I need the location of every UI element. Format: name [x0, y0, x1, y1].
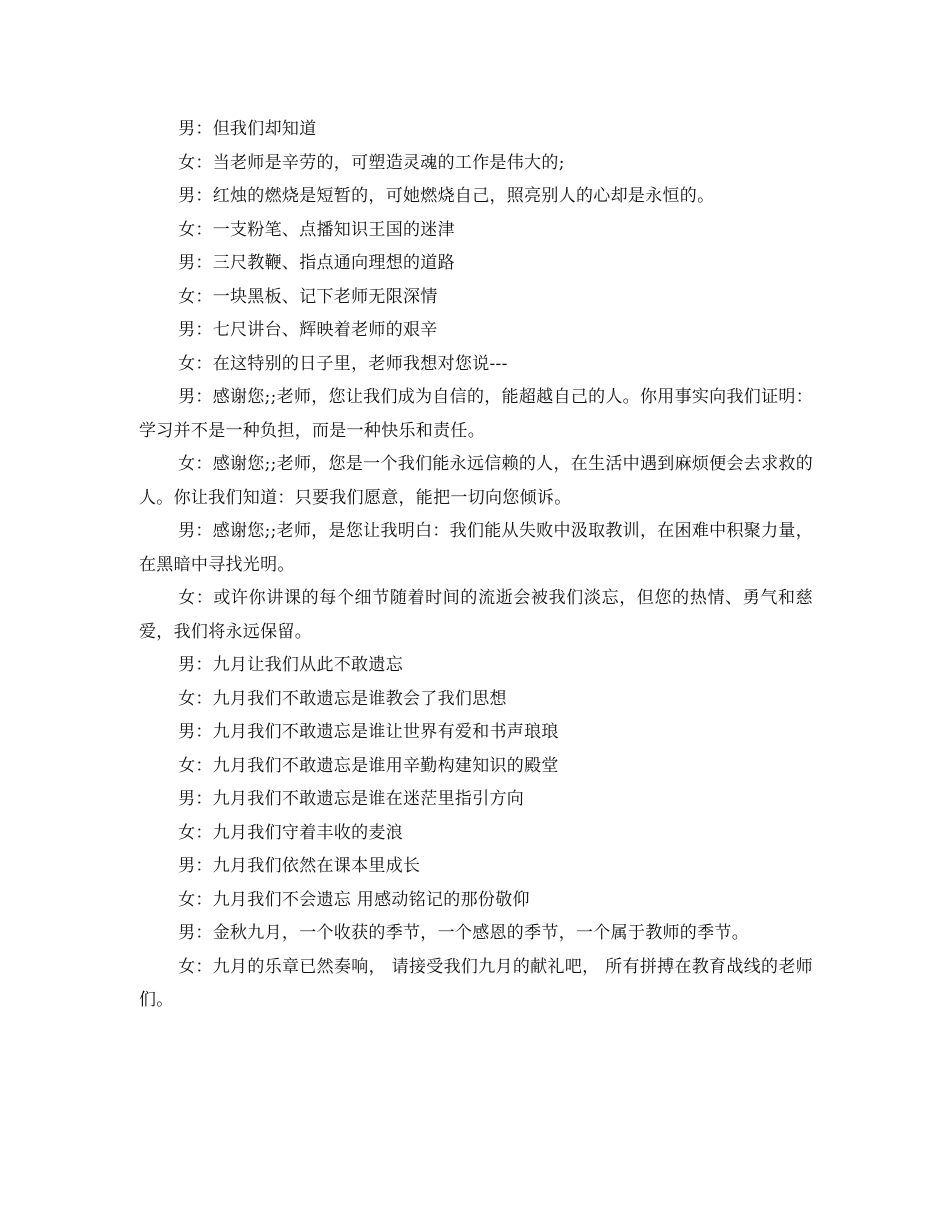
dialogue-line: 女：九月我们不敢遗忘是谁用辛勤构建知识的殿堂	[178, 755, 559, 776]
dialogue-line: 男：三尺教鞭、指点通向理想的道路	[178, 253, 455, 273]
dialogue-line: 女：一支粉笔、点播知识王国的迷津	[178, 219, 455, 240]
dialogue-line: 男：九月我们不敢遗忘是谁在迷茫里指引方向	[178, 789, 525, 809]
dialogue-line: 女：当老师是辛劳的，可塑造灵魂的工作是伟大的;	[178, 152, 565, 173]
dialogue-line: 女：九月的乐章已然奏响， 请接受我们九月的献礼吧， 所有拼搏在教育战线的老师们。	[139, 956, 813, 1010]
dialogue-line: 女：在这特别的日子里，老师我想对您说---	[178, 353, 508, 374]
dialogue-line: 女：或许你讲课的每个细节随着时间的流逝会被我们淡忘，但您的热情、勇气和慈爱，我们将永远保留。	[139, 588, 813, 642]
dialogue-line: 男：七尺讲台、辉映着老师的艰辛	[178, 320, 438, 340]
dialogue-line: 男：九月我们不敢遗忘是谁让世界有爱和书声琅琅	[178, 722, 559, 742]
dialogue-line: 男：九月我们依然在课本里成长	[178, 856, 421, 876]
dialogue-line: 女：九月我们不会遗忘 用感动铭记的那份敬仰	[178, 889, 530, 910]
dialogue-line: 男：红烛的燃烧是短暂的，可她燃烧自己，照亮别人的心却是永恒的。	[178, 186, 715, 206]
dialogue-line: 男：感谢您;;老师，是您让我明白：我们能从失败中汲取教训，在困难中积聚力量，在黑暗中寻找光明。	[139, 521, 813, 575]
dialogue-line: 女：九月我们守着丰收的麦浪	[178, 822, 403, 843]
dialogue-line: 男：九月让我们从此不敢遗忘	[178, 655, 403, 675]
dialogue-line: 女：一块黑板、记下老师无限深情	[178, 286, 438, 307]
dialogue-line: 女：九月我们不敢遗忘是谁教会了我们思想	[178, 688, 507, 709]
dialogue-line: 男：感谢您;;老师，您让我们成为自信的，能超越自己的人。你用事实向我们证明：学习并不是一种负担，而是一种快乐和责任。	[139, 387, 813, 441]
dialogue-line: 女：感谢您;;老师，您是一个我们能永远信赖的人，在生活中遇到麻烦便会去求救的人。你让我们知道：只要我们愿意，能把一切向您倾诉。	[139, 454, 813, 508]
dialogue-line: 男：金秋九月，一个收获的季节，一个感恩的季节，一个属于教师的季节。	[178, 923, 749, 943]
dialogue-line: 男：但我们却知道	[178, 119, 317, 139]
document-body	[139, 113, 813, 1018]
